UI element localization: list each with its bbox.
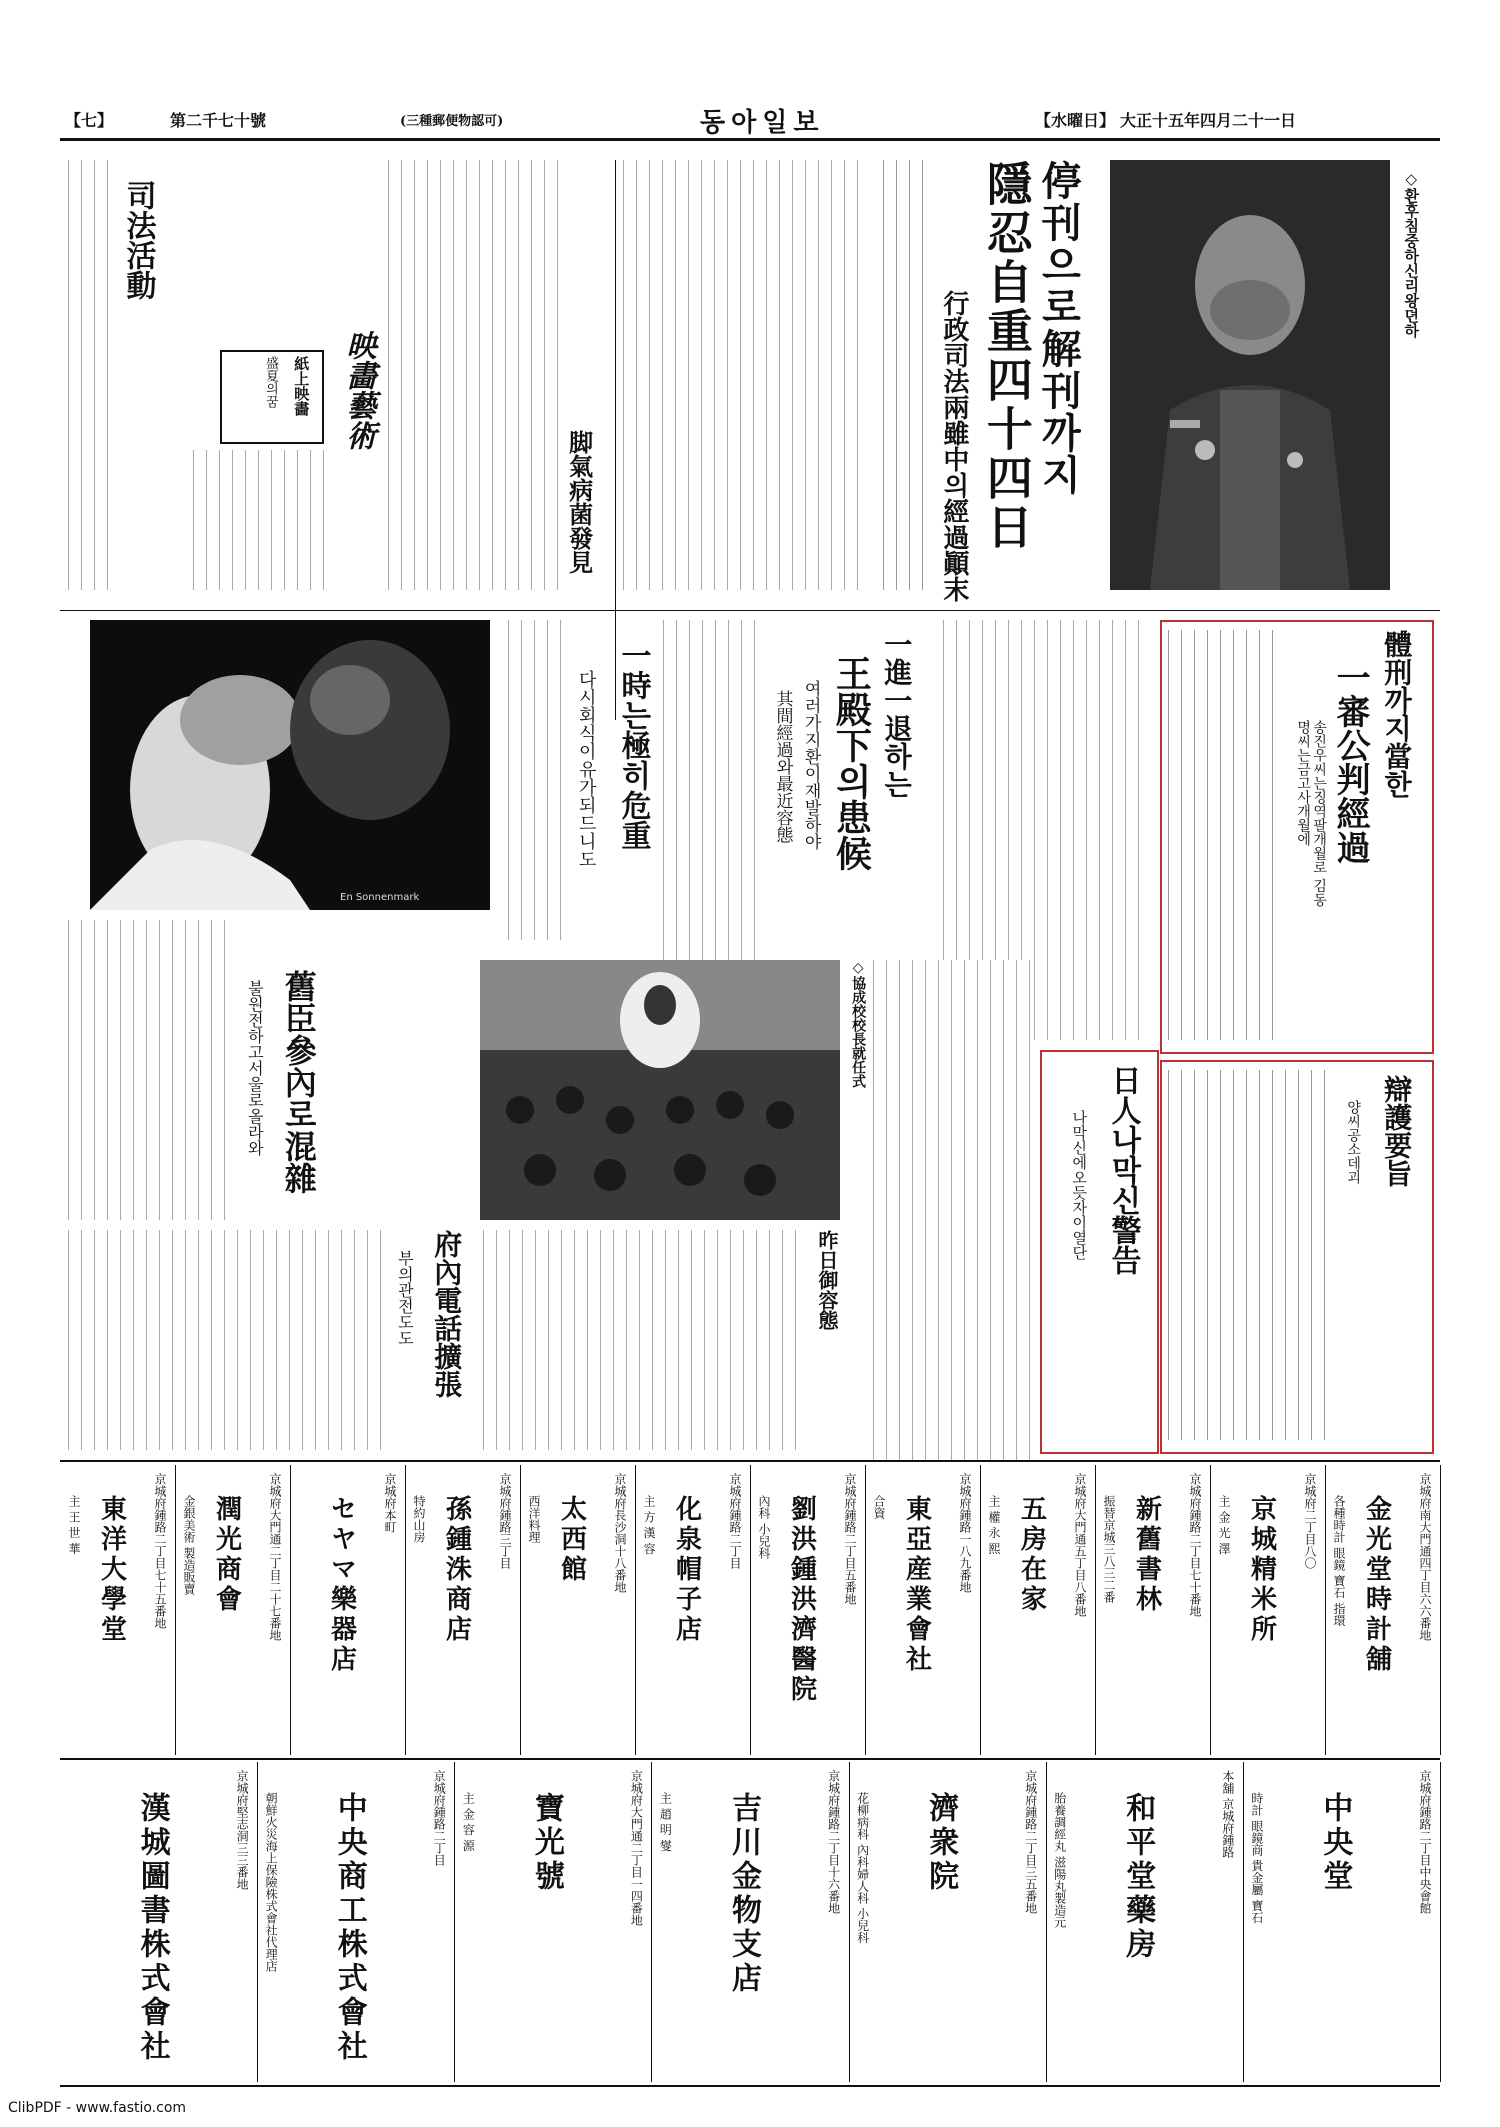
ad-cell xyxy=(1325,1465,1441,1755)
ad-detail: 主 趙 明 燮 xyxy=(658,1792,673,1852)
phone-article-body xyxy=(65,1230,385,1450)
ad-address: 京城府大門通二丁目二十七番地 xyxy=(268,1473,282,1641)
ad-detail: 振替京城三八三二番 xyxy=(1102,1495,1116,1603)
ad-detail: 胎養調經丸 滋陽丸製造元 xyxy=(1052,1792,1067,1928)
paper-screen-label: 紙上映畵 xyxy=(292,356,311,416)
film-section-title: 映畵藝術 xyxy=(340,330,376,450)
ad-business-name: 金光堂時計舖 xyxy=(1361,1495,1392,1675)
judiciary-headline: 司法活動 xyxy=(120,180,156,300)
ad-cell xyxy=(454,1762,652,2082)
warning-article-box xyxy=(1040,1050,1159,1454)
ad-cell xyxy=(1095,1465,1211,1755)
permit-note: (三種郵便物認可) xyxy=(400,114,504,129)
ad-address: 京城府二丁目八〇 xyxy=(1303,1473,1317,1569)
page-number: 【七】 xyxy=(65,111,114,130)
ad-cell xyxy=(651,1762,849,2082)
ad-detail: 主 權 永 熙 xyxy=(987,1495,1001,1555)
ad-address: 本舖 京城府鍾路 xyxy=(1220,1770,1235,1858)
main-article-body-a xyxy=(880,160,930,590)
weekday: 【水曜日】 xyxy=(1035,111,1116,130)
ad-address: 京城府鍾路二丁目七十番地 xyxy=(1188,1473,1202,1617)
ad-business-name: 中央堂 xyxy=(1317,1792,1353,1894)
ad-business-name: 吉川金物支店 xyxy=(726,1792,761,1996)
ad-business-name: 濟衆院 xyxy=(923,1792,959,1894)
ad-address: 京城府鍾路二丁目七十五番地 xyxy=(153,1473,167,1629)
ad-address: 京城府鍾路二丁目 xyxy=(728,1473,742,1569)
ad-address: 京城府鍾路二丁目三五番地 xyxy=(1023,1770,1038,1914)
film-still-photo xyxy=(90,620,490,910)
ad-detail: 主 金 光 澤 xyxy=(1217,1495,1231,1555)
warning-headline-2: 나막신에오듯자이열단 xyxy=(1070,1110,1089,1260)
ads-top-rule xyxy=(60,1460,1440,1462)
ad-business-name: 劉洪鍾洪濟醫院 xyxy=(786,1495,817,1705)
paper-screen-film-title: 盛夏의꿈 xyxy=(262,356,278,408)
ad-cell xyxy=(1210,1465,1326,1755)
ad-business-name: 太西館 xyxy=(556,1495,587,1585)
ad-detail: 特約山房 xyxy=(412,1495,426,1543)
ceremony-graphic xyxy=(480,960,840,1220)
king-illness-sub-1: 여러가지환이재발하야 xyxy=(800,680,821,850)
old-officials-sub: 불원전하고서울로올라와 xyxy=(245,980,265,1156)
ad-cell xyxy=(520,1465,636,1755)
paper-screen-box xyxy=(220,350,324,444)
ad-cell xyxy=(1046,1762,1244,2082)
ad-address: 京城府鍾路三丁目 xyxy=(498,1473,512,1569)
king-photo-caption: ◇환후침중하신리왕뎐하 xyxy=(1402,170,1421,338)
main-headline-1: 停刊으로解刊까지 xyxy=(1035,160,1082,496)
main-headline-2: 隱忍自重四十四日 xyxy=(979,160,1034,552)
ad-cell xyxy=(60,1762,258,2082)
ad-detail: 西洋料理 xyxy=(527,1495,541,1543)
ad-address: 京城府鍾路二丁目五番地 xyxy=(843,1473,857,1605)
king-portrait-photo xyxy=(1110,160,1390,590)
critical-headline-1: 一時는極히危重 xyxy=(615,640,651,850)
ad-business-name: セヤマ樂器店 xyxy=(326,1495,357,1675)
ad-business-name: 東亞産業會社 xyxy=(901,1495,932,1675)
ad-cell xyxy=(865,1465,981,1755)
ad-address: 京城府鍾路二丁目十六番地 xyxy=(826,1770,841,1914)
film-still-graphic xyxy=(90,620,490,910)
ad-business-name: 化泉帽子店 xyxy=(671,1495,702,1645)
masthead xyxy=(60,100,1440,141)
ad-business-name: 寶光號 xyxy=(528,1792,564,1894)
ad-detail: 合資 xyxy=(872,1495,886,1519)
ad-business-name: 五房在家 xyxy=(1016,1495,1047,1615)
trial-subhead: 송진우씨는징역팔개월로 김동명씨는금고사개월에 xyxy=(1295,720,1328,907)
defense-subhead: 양씨공소데괴 xyxy=(1345,1100,1362,1184)
ad-business-name: 中央商工株式會社 xyxy=(331,1792,367,2064)
ads-bottom-rule xyxy=(60,2085,1440,2087)
yesterday-condition-headline: 昨日御容態 xyxy=(815,1230,839,1330)
issue-date: 大正十五年四月二十一日 xyxy=(1120,111,1297,130)
ad-business-name: 漢城圖書株式會社 xyxy=(134,1792,170,2064)
critical-body xyxy=(505,620,565,940)
old-officials-body xyxy=(65,920,235,1220)
phone-expansion-headline: 府內電話擴張 xyxy=(430,1230,464,1398)
photo-credit: En Sonnenmark xyxy=(340,892,420,903)
ad-detail: 各種時計 眼鏡 寶石 指環 xyxy=(1332,1495,1346,1627)
defense-article-body xyxy=(1165,1070,1335,1440)
film-article-body xyxy=(190,450,330,590)
beriberi-headline: 脚氣病菌發見 xyxy=(564,430,594,574)
newspaper-title: 동아일보 xyxy=(700,108,825,138)
trial-article-body xyxy=(1165,630,1285,1040)
ads-row-2 xyxy=(60,1762,1440,2082)
ad-business-name: 和平堂藥房 xyxy=(1120,1792,1156,1962)
footer-watermark: ClibPDF - www.fastio.com xyxy=(8,2100,187,2116)
school-notice-headline: ◇協成校校長就任式 xyxy=(850,960,867,1088)
ads-row-1 xyxy=(60,1465,1440,1755)
ad-cell xyxy=(849,1762,1047,2082)
ad-cell xyxy=(257,1762,455,2082)
ad-business-name: 潤光商會 xyxy=(211,1495,242,1615)
trial-headline-1: 體刑까지當한 xyxy=(1380,630,1414,798)
horizontal-rule-1 xyxy=(60,610,1440,611)
ad-detail: 花柳病科 內科婦人科 小兒科 xyxy=(855,1792,870,1944)
portrait-graphic xyxy=(1110,160,1390,590)
ad-cell xyxy=(175,1465,291,1755)
ad-detail: 金銀美術 製造販賣 xyxy=(182,1495,196,1595)
king-illness-headline-1: 一進一退하는 xyxy=(880,630,914,798)
lower-article-body xyxy=(480,1230,800,1450)
ad-address: 京城府南大門通四丁目六六番地 xyxy=(1418,1473,1432,1641)
ad-detail: 主 王 世 華 xyxy=(67,1495,81,1555)
ad-detail: 內科 小兒科 xyxy=(757,1495,771,1559)
trial-headline-2: 一審公判經過 xyxy=(1330,660,1371,864)
defense-headline: 辯護要旨 xyxy=(1380,1075,1414,1187)
issue-number: 第二千七十號 xyxy=(170,111,267,130)
phone-expansion-sub: 부의관전도도 xyxy=(395,1250,415,1346)
ad-address: 京城府大門通五丁目八番地 xyxy=(1073,1473,1087,1617)
warning-headline-1: 日人나막신警告 xyxy=(1105,1065,1141,1275)
column-divider xyxy=(615,160,616,720)
old-officials-headline: 舊臣參內로混雜 xyxy=(279,970,318,1194)
ad-business-name: 東洋大學堂 xyxy=(96,1495,127,1645)
ad-cell xyxy=(750,1465,866,1755)
ad-detail: 時計 眼鏡商 貴金屬 寶石 xyxy=(1249,1792,1264,1924)
ad-address: 京城府堅志洞三三番地 xyxy=(235,1770,250,1890)
judiciary-body xyxy=(65,160,115,590)
ad-cell xyxy=(290,1465,406,1755)
ceremony-photo xyxy=(480,960,840,1220)
ad-detail: 朝鮮火災海上保險株式會社代理店 xyxy=(264,1792,279,1972)
ad-cell xyxy=(1243,1762,1441,2082)
ad-business-name: 京城精米所 xyxy=(1246,1495,1277,1645)
critical-headline-2: 다시회식이유가되드니도 xyxy=(575,670,597,868)
ad-address: 京城府大門通二丁目一四番地 xyxy=(629,1770,644,1926)
ad-detail: 主 金 容 源 xyxy=(461,1792,476,1852)
ad-address: 京城府本町 xyxy=(383,1473,397,1533)
ad-address: 京城府長沙洞十八番地 xyxy=(613,1473,627,1593)
ad-address: 京城府鍾路一八九番地 xyxy=(958,1473,972,1593)
ads-mid-rule xyxy=(60,1758,1440,1760)
beriberi-article-body xyxy=(385,160,560,590)
main-subhead: 行政司法兩雖中의經過顚末 xyxy=(938,290,969,602)
ad-cell xyxy=(635,1465,751,1755)
main-article-body-b xyxy=(620,160,870,590)
king-illness-sub-2: 其間經過와最近容態 xyxy=(772,690,793,843)
ad-cell xyxy=(405,1465,521,1755)
king-illness-headline-2: 王殿下의患候 xyxy=(830,655,873,871)
ad-cell xyxy=(60,1465,176,1755)
ad-cell xyxy=(980,1465,1096,1755)
ad-business-name: 新舊書林 xyxy=(1131,1495,1162,1615)
ad-address: 京城府鍾路二丁目中央會館 xyxy=(1417,1770,1432,1914)
newspaper-page xyxy=(60,100,1440,2090)
school-notice-body xyxy=(870,960,1030,1460)
ad-business-name: 孫鍾洙商店 xyxy=(441,1495,472,1645)
ad-detail: 主 方 漢 容 xyxy=(642,1495,656,1555)
ad-address: 京城府鍾路二丁目 xyxy=(432,1770,447,1866)
